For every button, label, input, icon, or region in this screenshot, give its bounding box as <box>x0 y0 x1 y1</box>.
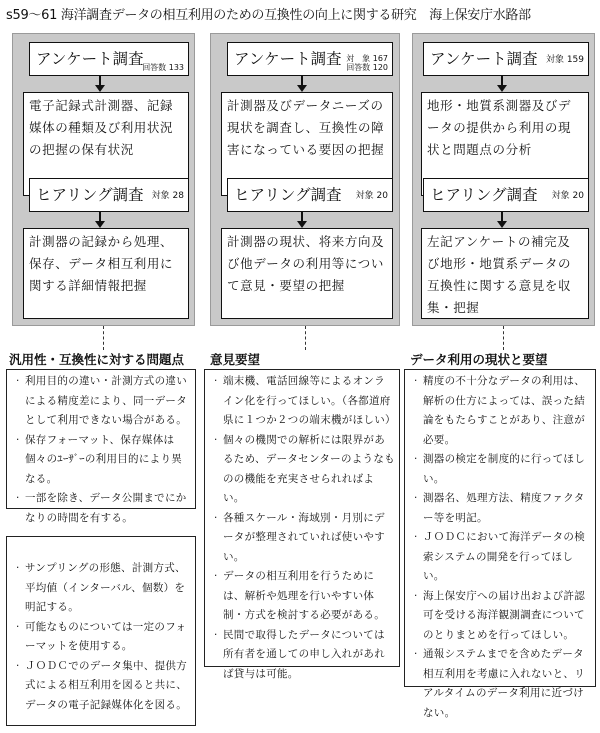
hearing-box-3 <box>423 178 589 212</box>
arrow-down-icon <box>95 221 105 228</box>
requests-box <box>204 369 400 680</box>
issues-box <box>6 369 196 524</box>
hearing-count: 対象 20 <box>355 191 388 201</box>
survey-desc-box-2: 計測器及びデータニーズの現状を調査し、互換性の障害になっている要因の把握 <box>221 92 393 196</box>
survey-count: 対象 159 <box>545 55 584 65</box>
arrow-down-icon <box>497 221 507 228</box>
hearing-count: 対象 28 <box>151 191 184 201</box>
list-item: · 一部を除き、データ公開までにかなりの時間を有する。 <box>11 489 191 528</box>
list-item: · 海上保安庁への届け出および許認可を受ける海洋観測調査についてのとりまとめを行ってほしい。 <box>409 587 591 646</box>
list-item: · 民間で取得したデータについては所有者を通しての申し入れがあれば貸与は可能。 <box>209 626 395 685</box>
list-item: · ＪＯＤＣにおいて海洋データの検索システムの開発を行ってほしい。 <box>409 528 591 587</box>
list-item: · 利用目的の違い・計測方式の違いによる精度差により、同一データとして利用できない場合がある。 <box>11 372 191 431</box>
list-item: · データの相互利用を行うためには、解析や処理を行いやすい体制・方式を検討する必要がある。 <box>209 567 395 626</box>
survey-box-2 <box>227 42 393 76</box>
solutions-box <box>6 536 196 726</box>
hearing-desc-box-2: 計測器の現状、将来方向及び他データの利用等について意見・要望の把握 <box>221 228 393 319</box>
survey-desc-box-1: 電子記録式計測器、記録媒体の種類及び利用状況の把握の保有状況 <box>23 92 189 196</box>
survey-box-3 <box>423 42 589 76</box>
hearing-desc-box-3: 左記アンケートの補完及び地形・地質系データの互換性に関する意見を収集・把握 <box>421 228 589 319</box>
hearing-label: ヒアリング調査 <box>430 186 538 204</box>
arrow-down-icon <box>95 85 105 92</box>
list-item: · 保存フォーマット、保存媒体は個々のﾕｰｻﾞｰの利用目的により異なる。 <box>11 431 191 490</box>
survey-label: アンケート調査 <box>36 50 144 68</box>
column-panel-2 <box>210 33 400 326</box>
hearing-count: 対象 20 <box>551 191 584 201</box>
list-item: · 可能なものについては一定のフォーマットを使用する。 <box>11 618 191 657</box>
column-panel-1 <box>12 33 195 326</box>
list-item: · 個々の機関での解析には限界があるため、データセンターのようなものの機能を充実させられればよい。 <box>209 431 395 509</box>
usage-heading: データ利用の現状と要望 <box>410 352 548 367</box>
survey-count: 対 象 167 回答数 120 <box>346 54 388 72</box>
page-title: s59～61 海洋調査データの相互利用のための互換性の向上に関する研究 海上保安庁水路部 <box>6 8 531 23</box>
hearing-label: ヒアリング調査 <box>234 186 342 204</box>
hearing-label: ヒアリング調査 <box>36 186 144 204</box>
survey-box-1 <box>29 42 189 76</box>
dashed-connector <box>503 326 504 350</box>
hearing-box-1 <box>29 178 189 212</box>
arrow-down-icon <box>297 221 307 228</box>
arrow-down-icon <box>297 85 307 92</box>
dashed-connector <box>305 326 306 350</box>
list-item: · 端末機、電話回線等によるオンライン化を行ってほしい。（各都道府県に１つか２つの端末機がほしい） <box>209 372 395 431</box>
hearing-box-2 <box>227 178 393 212</box>
usage-box <box>404 369 596 719</box>
list-item: · 各種スケール・海域別・月別にデータが整理されていれば使いやすい。 <box>209 509 395 568</box>
hearing-desc-box-1: 計測器の記録から処理、保存、データ相互利用に関する詳細情報把握 <box>23 228 189 319</box>
list-item: · ＪＯＤＣでのデータ集中、提供方式による相互利用を図ると共に、データの電子記録媒体化を図る。 <box>11 657 191 716</box>
list-item: · 測器の検定を制度的に行ってほしい。 <box>409 450 591 489</box>
dashed-connector <box>103 326 104 350</box>
issues-heading: 汎用性・互換性に対する問題点 <box>9 352 185 367</box>
survey-count: 回答数 133 <box>142 63 184 72</box>
list-item: · サンプリングの形態、計測方式、平均値（インターバル、個数）を明記する。 <box>11 559 191 618</box>
list-item: · 精度の不十分なデータの利用は、解析の仕方によっては、誤った結論をもたらすことがあり、注意が必要。 <box>409 372 591 450</box>
requests-heading: 意見要望 <box>210 352 261 367</box>
list-item: · 通報システムまでを含めたデータ相互利用を考慮に入れないと、リアルタイムのデータ利用に近づけない。 <box>409 645 591 723</box>
column-panel-3 <box>412 33 595 326</box>
survey-label: アンケート調査 <box>430 50 538 68</box>
list-item: · 測器名、処理方法、精度ファクター等を明記。 <box>409 489 591 528</box>
survey-desc-box-3: 地形・地質系測器及びデータの提供から利用の現状と問題点の分析 <box>421 92 589 196</box>
arrow-down-icon <box>497 85 507 92</box>
survey-label: アンケート調査 <box>234 50 342 68</box>
